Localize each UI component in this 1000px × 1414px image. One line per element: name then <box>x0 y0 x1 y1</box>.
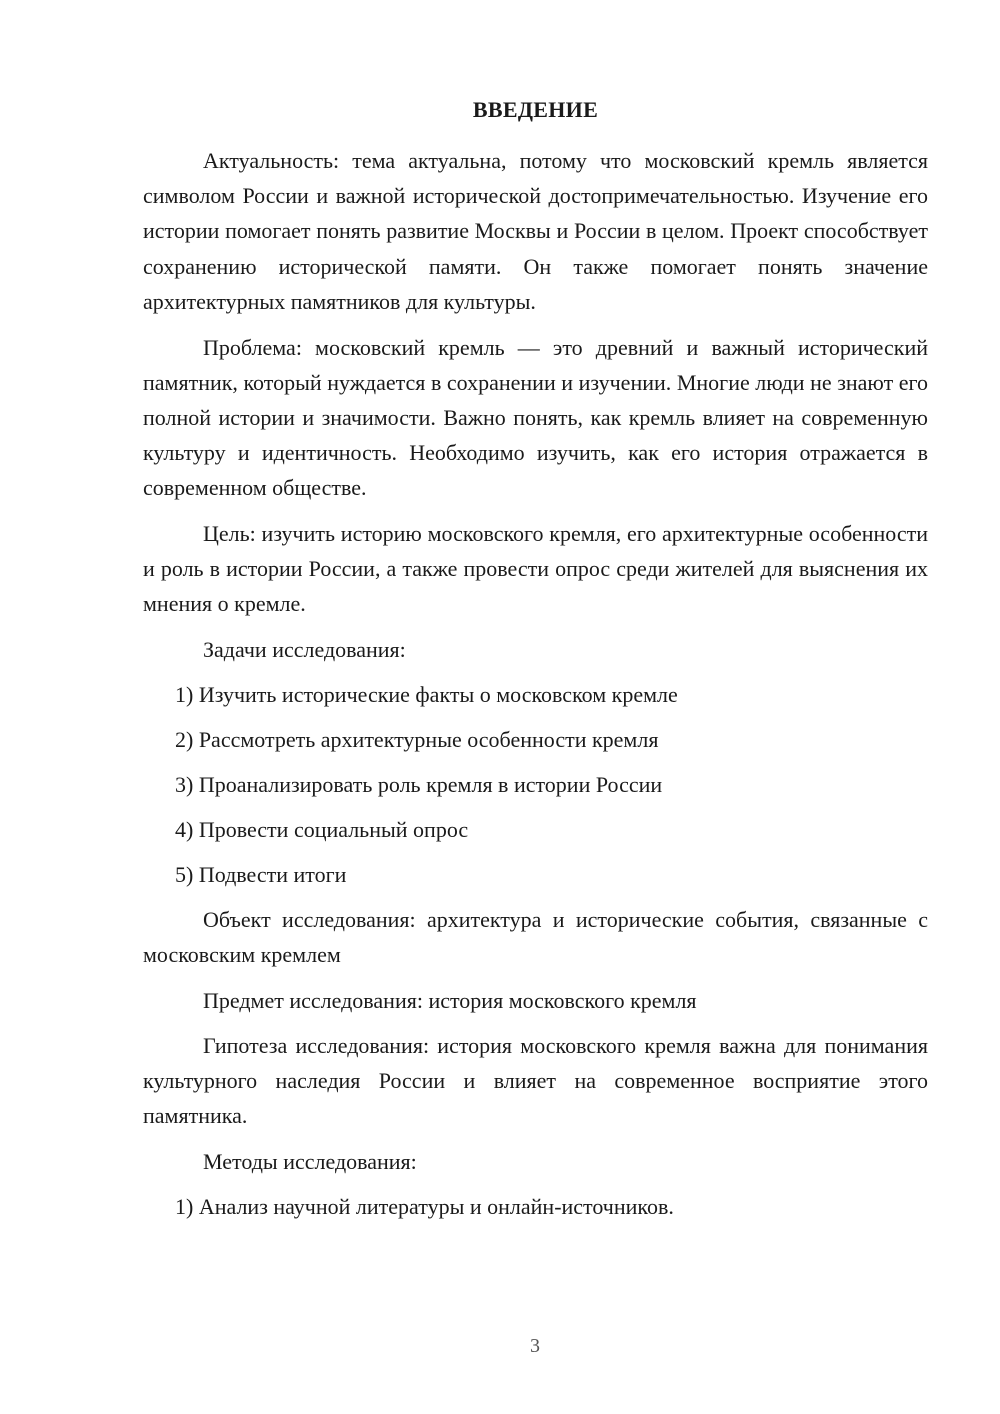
task-item: 5) Подвести итоги <box>175 862 347 888</box>
method-item: 1) Анализ научной литературы и онлайн-источников. <box>175 1194 674 1220</box>
hypothesis-paragraph: Гипотеза исследования: история московского кремля важна для понимания культурного наследия России и влияет на современное восприятие этого памятника. <box>143 1033 928 1129</box>
goal-paragraph: Цель: изучить историю московского кремля, его архитектурные особенности и роль в истории России, а также провести опрос среди жителей для выяснения их мнения о кремле. <box>143 521 928 617</box>
task-item: 2) Рассмотреть архитектурные особенности кремля <box>175 727 659 753</box>
methods-title: Методы исследования: <box>203 1149 417 1175</box>
task-item: 4) Провести социальный опрос <box>175 817 469 843</box>
section-heading: ВВЕДЕНИЕ <box>472 97 599 122</box>
page-number: 3 <box>530 1335 540 1357</box>
document-page <box>143 92 928 1234</box>
relevance-paragraph: Актуальность: тема актуальна, потому что московский кремль является символом России и важной исторической достопримечательностью. Изучение его истории помогает понять развитие Москвы и России в целом. Проект способствует сохранению исторической памяти. Он также помогает понять значение архитектурных памятников для культуры. <box>143 148 928 314</box>
problem-paragraph: Проблема: московский кремль — это древний и важный исторический памятник, который нуждается в сохранении и изучении. Многие люди не знают его полной истории и значимости. Важно понять, как кремль влияет на современную культуру и идентичность. Необходимо изучить, как его история отражается в современном обществе. <box>143 334 928 501</box>
task-item: 3) Проанализировать роль кремля в истории России <box>175 772 663 798</box>
object-paragraph: Объект исследования: архитектура и исторические события, связанные с московским кремлем <box>143 907 928 968</box>
subject-paragraph: Предмет исследования: история московского кремля <box>203 988 697 1014</box>
tasks-title: Задачи исследования: <box>203 637 406 663</box>
task-item: 1) Изучить исторические факты о московском кремле <box>175 682 678 708</box>
